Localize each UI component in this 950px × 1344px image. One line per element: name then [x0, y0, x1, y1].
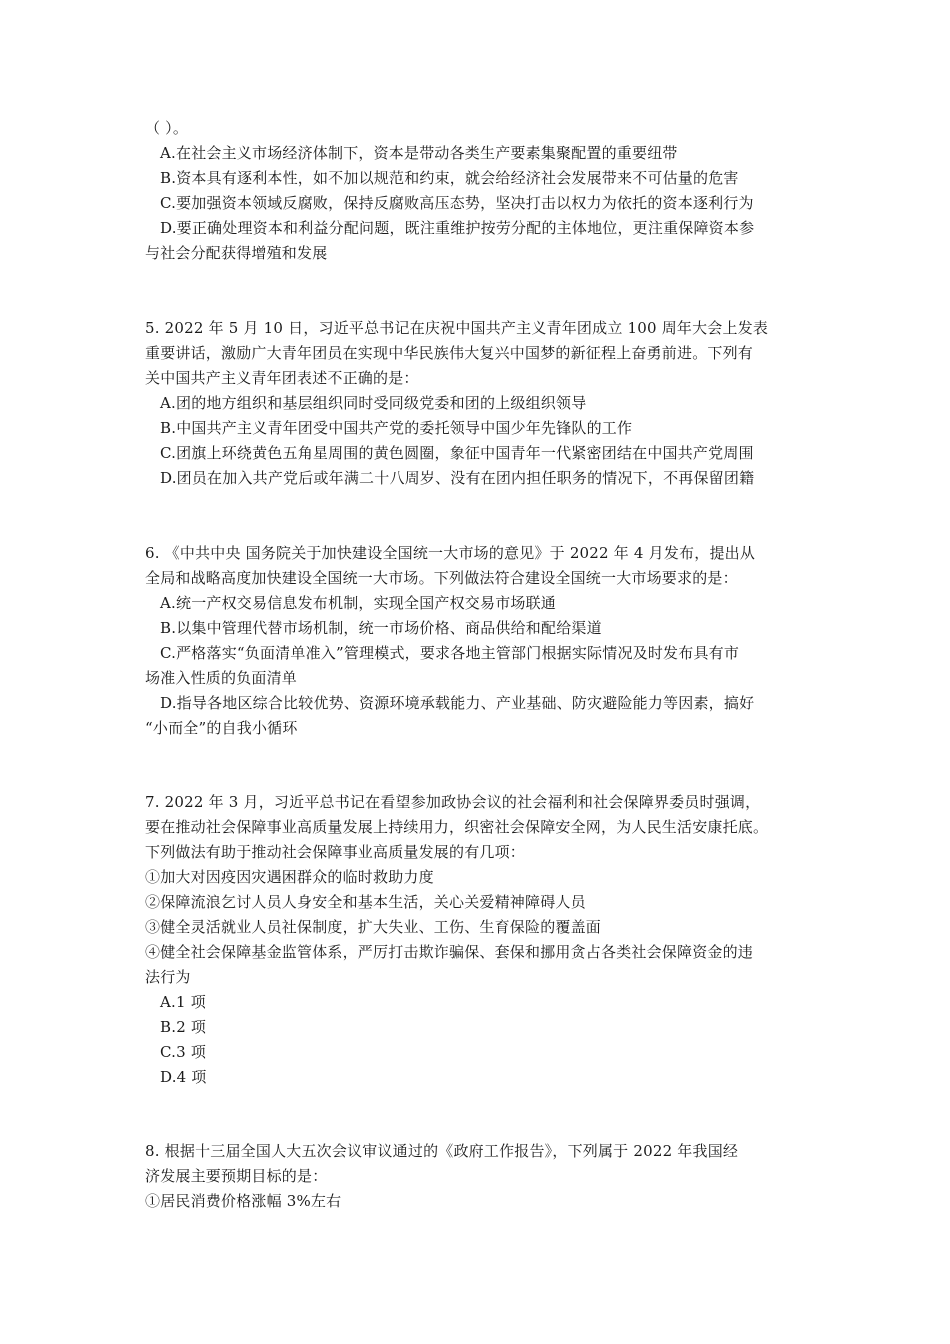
question-7-item-4: ④健全社会保障基金监管体系，严厉打击欺诈骗保、套保和挪用贪占各类社会保障资金的违: [145, 943, 754, 961]
question-6-stem-line-2: 全局和战略高度加快建设全国统一大市场。下列做法符合建设全国统一大市场要求的是：: [145, 569, 738, 587]
question-8-stem-line-1: 8. 根据十三届全国人大五次会议审议通过的《政府工作报告》，下列属于 2022 年我国经: [145, 1142, 739, 1160]
question-5-option-c: C.团旗上环绕黄色五角星周围的黄色圆圈，象征中国青年一代紧密团结在中国共产党周围: [160, 444, 754, 462]
question-8-item-1: ①居民消费价格涨幅 3%左右: [145, 1192, 342, 1210]
question-5-option-d: D.团员在加入共产党后或年满二十八周岁、没有在团内担任职务的情况下，不再保留团籍: [160, 469, 755, 487]
question-7-item-1: ①加大对因疫因灾遇困群众的临时救助力度: [145, 868, 434, 886]
question-5-stem-line-3: 关中国共产主义青年团表述不正确的是：: [145, 369, 419, 387]
question-7-option-a: A.1 项: [160, 993, 206, 1011]
question-4-option-c: C.要加强资本领域反腐败，保持反腐败高压态势，坚决打击以权力为依托的资本逐利行为: [160, 194, 754, 212]
question-7-stem-line-2: 要在推动社会保障事业高质量发展上持续用力，织密社会保障安全网，为人民生活安康托底。: [145, 818, 769, 836]
question-7-item-4-cont: 法行为: [145, 968, 191, 986]
question-4-option-a: A.在社会主义市场经济体制下，资本是带动各类生产要素集聚配置的重要纽带: [160, 144, 678, 162]
question-6-option-d: D.指导各地区综合比较优势、资源环境承载能力、产业基础、防灾避险能力等因素，搞好: [160, 694, 755, 712]
question-7-stem-line-1: 7. 2022 年 3 月，习近平总书记在看望参加政协会议的社会福利和社会保障界委员时强调，: [145, 793, 761, 811]
question-5-option-a: A.团的地方组织和基层组织同时受同级党委和团的上级组织领导: [160, 394, 587, 412]
question-7-option-c: C.3 项: [160, 1043, 207, 1061]
question-4-option-d-cont: 与社会分配获得增殖和发展: [145, 244, 328, 262]
question-4-option-b: B.资本具有逐利本性，如不加以规范和约束，就会给经济社会发展带来不可估量的危害: [160, 169, 739, 187]
question-4-stem-tail: （ ）。: [145, 119, 189, 137]
question-7-stem-line-3: 下列做法有助于推动社会保障事业高质量发展的有几项：: [145, 843, 526, 861]
question-4-option-d: D.要正确处理资本和利益分配问题，既注重维护按劳分配的主体地位，更注重保障资本参: [160, 219, 755, 237]
question-6-option-a: A.统一产权交易信息发布机制，实现全国产权交易市场联通: [160, 594, 557, 612]
question-6-option-b: B.以集中管理代替市场机制，统一市场价格、商品供给和配给渠道: [160, 619, 602, 637]
question-6-option-c-cont: 场准入性质的负面清单: [145, 669, 298, 687]
question-7-item-3: ③健全灵活就业人员社保制度，扩大失业、工伤、生育保险的覆盖面: [145, 918, 602, 936]
question-5-option-b: B.中国共产主义青年团受中国共产党的委托领导中国少年先锋队的工作: [160, 419, 633, 437]
question-6-stem-line-1: 6. 《中共中央 国务院关于加快建设全国统一大市场的意见》于 2022 年 4 月发布，提出从: [145, 544, 756, 562]
question-5-stem-line-2: 重要讲话，激励广大青年团员在实现中华民族伟大复兴中国梦的新征程上奋勇前进。下列有: [145, 344, 754, 362]
question-7-item-2: ②保障流浪乞讨人员人身安全和基本生活，关心关爱精神障碍人员: [145, 893, 586, 911]
question-7-option-b: B.2 项: [160, 1018, 207, 1036]
question-8-stem-line-2: 济发展主要预期目标的是：: [145, 1167, 328, 1185]
question-5-stem-line-1: 5. 2022 年 5 月 10 日，习近平总书记在庆祝中国共产主义青年团成立 100 周年大会上发表: [145, 319, 769, 337]
question-6-option-d-cont: “小而全”的自我小循环: [145, 719, 298, 737]
question-7-option-d: D.4 项: [160, 1068, 207, 1086]
question-6-option-c: C.严格落实“负面清单准入”管理模式，要求各地主管部门根据实际情况及时发布具有市: [160, 644, 740, 662]
